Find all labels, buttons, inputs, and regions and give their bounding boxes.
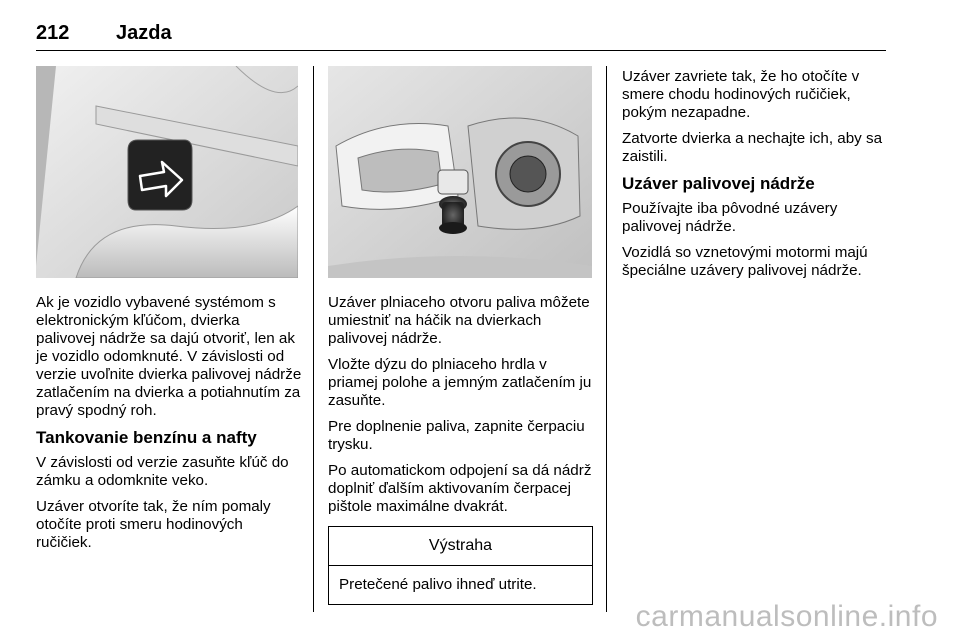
paragraph: Uzáver zavriete tak, že ho otočíte v smere chodu hodinových ručičiek, pokým nezapadne. — [622, 68, 860, 121]
page-header — [36, 22, 886, 51]
watermark: carmanualsonline.info — [635, 600, 938, 633]
figure-fuel-cap — [328, 66, 592, 278]
figure-fuel-door — [36, 66, 298, 278]
paragraph: Zatvorte dvierka a nechajte ich, aby sa zaistili. — [622, 130, 883, 165]
fuel-cap-icon — [438, 170, 468, 234]
section-heading: Uzáver palivovej nádrže — [622, 174, 815, 193]
warning-text: Pretečené palivo ihneď utrite. — [339, 576, 537, 593]
column-2 — [328, 294, 593, 605]
warning-title: Výstraha — [329, 527, 592, 566]
paragraph: Po automatickom odpojení sa dá nádrž doplniť ďalším aktivovaním čerpacej pištole maximálne dvakrát. — [328, 462, 592, 515]
paragraph: Používajte iba pôvodné uzávery palivovej nádrže. — [622, 200, 838, 235]
warning-box — [328, 526, 593, 605]
paragraph: Vozidlá so vznetovými motormi majú špeciálne uzávery palivovej nádrže. — [622, 244, 868, 279]
column-1 — [36, 294, 302, 560]
page-title: Jazda — [116, 22, 172, 44]
paragraph: Uzáver otvoríte tak, že ním pomaly otočíte proti smeru hodinových ručičiek. — [36, 498, 271, 551]
column-divider — [606, 66, 607, 612]
column-divider — [313, 66, 314, 612]
paragraph: Vložte dýzu do plniaceho hrdla v priamej polohe a jemným zatlačením ju zasuňte. — [328, 356, 592, 409]
section-heading: Tankovanie benzínu a nafty — [36, 428, 257, 447]
paragraph: Uzáver plniaceho otvoru paliva môžete umiestniť na háčik na dvierkach palivovej nádrže. — [328, 294, 590, 347]
page-number: 212 — [36, 22, 70, 44]
paragraph: V závislosti od verzie zasuňte kľúč do zámku a odomknite veko. — [36, 454, 289, 489]
paragraph: Pre doplnenie paliva, zapnite čerpaciu trysku. — [328, 418, 585, 453]
paragraph: Ak je vozidlo vybavené systémom s elektronickým kľúčom, dvierka palivovej nádrže sa dajú otvoriť, len ak je vozidlo odomknuté. V závislosti od verzie uvoľnite dvierka palivovej nádrže zatlačením na dvierka a potiahnutím za pravý spodný roh. — [36, 294, 302, 419]
column-3 — [622, 68, 888, 288]
